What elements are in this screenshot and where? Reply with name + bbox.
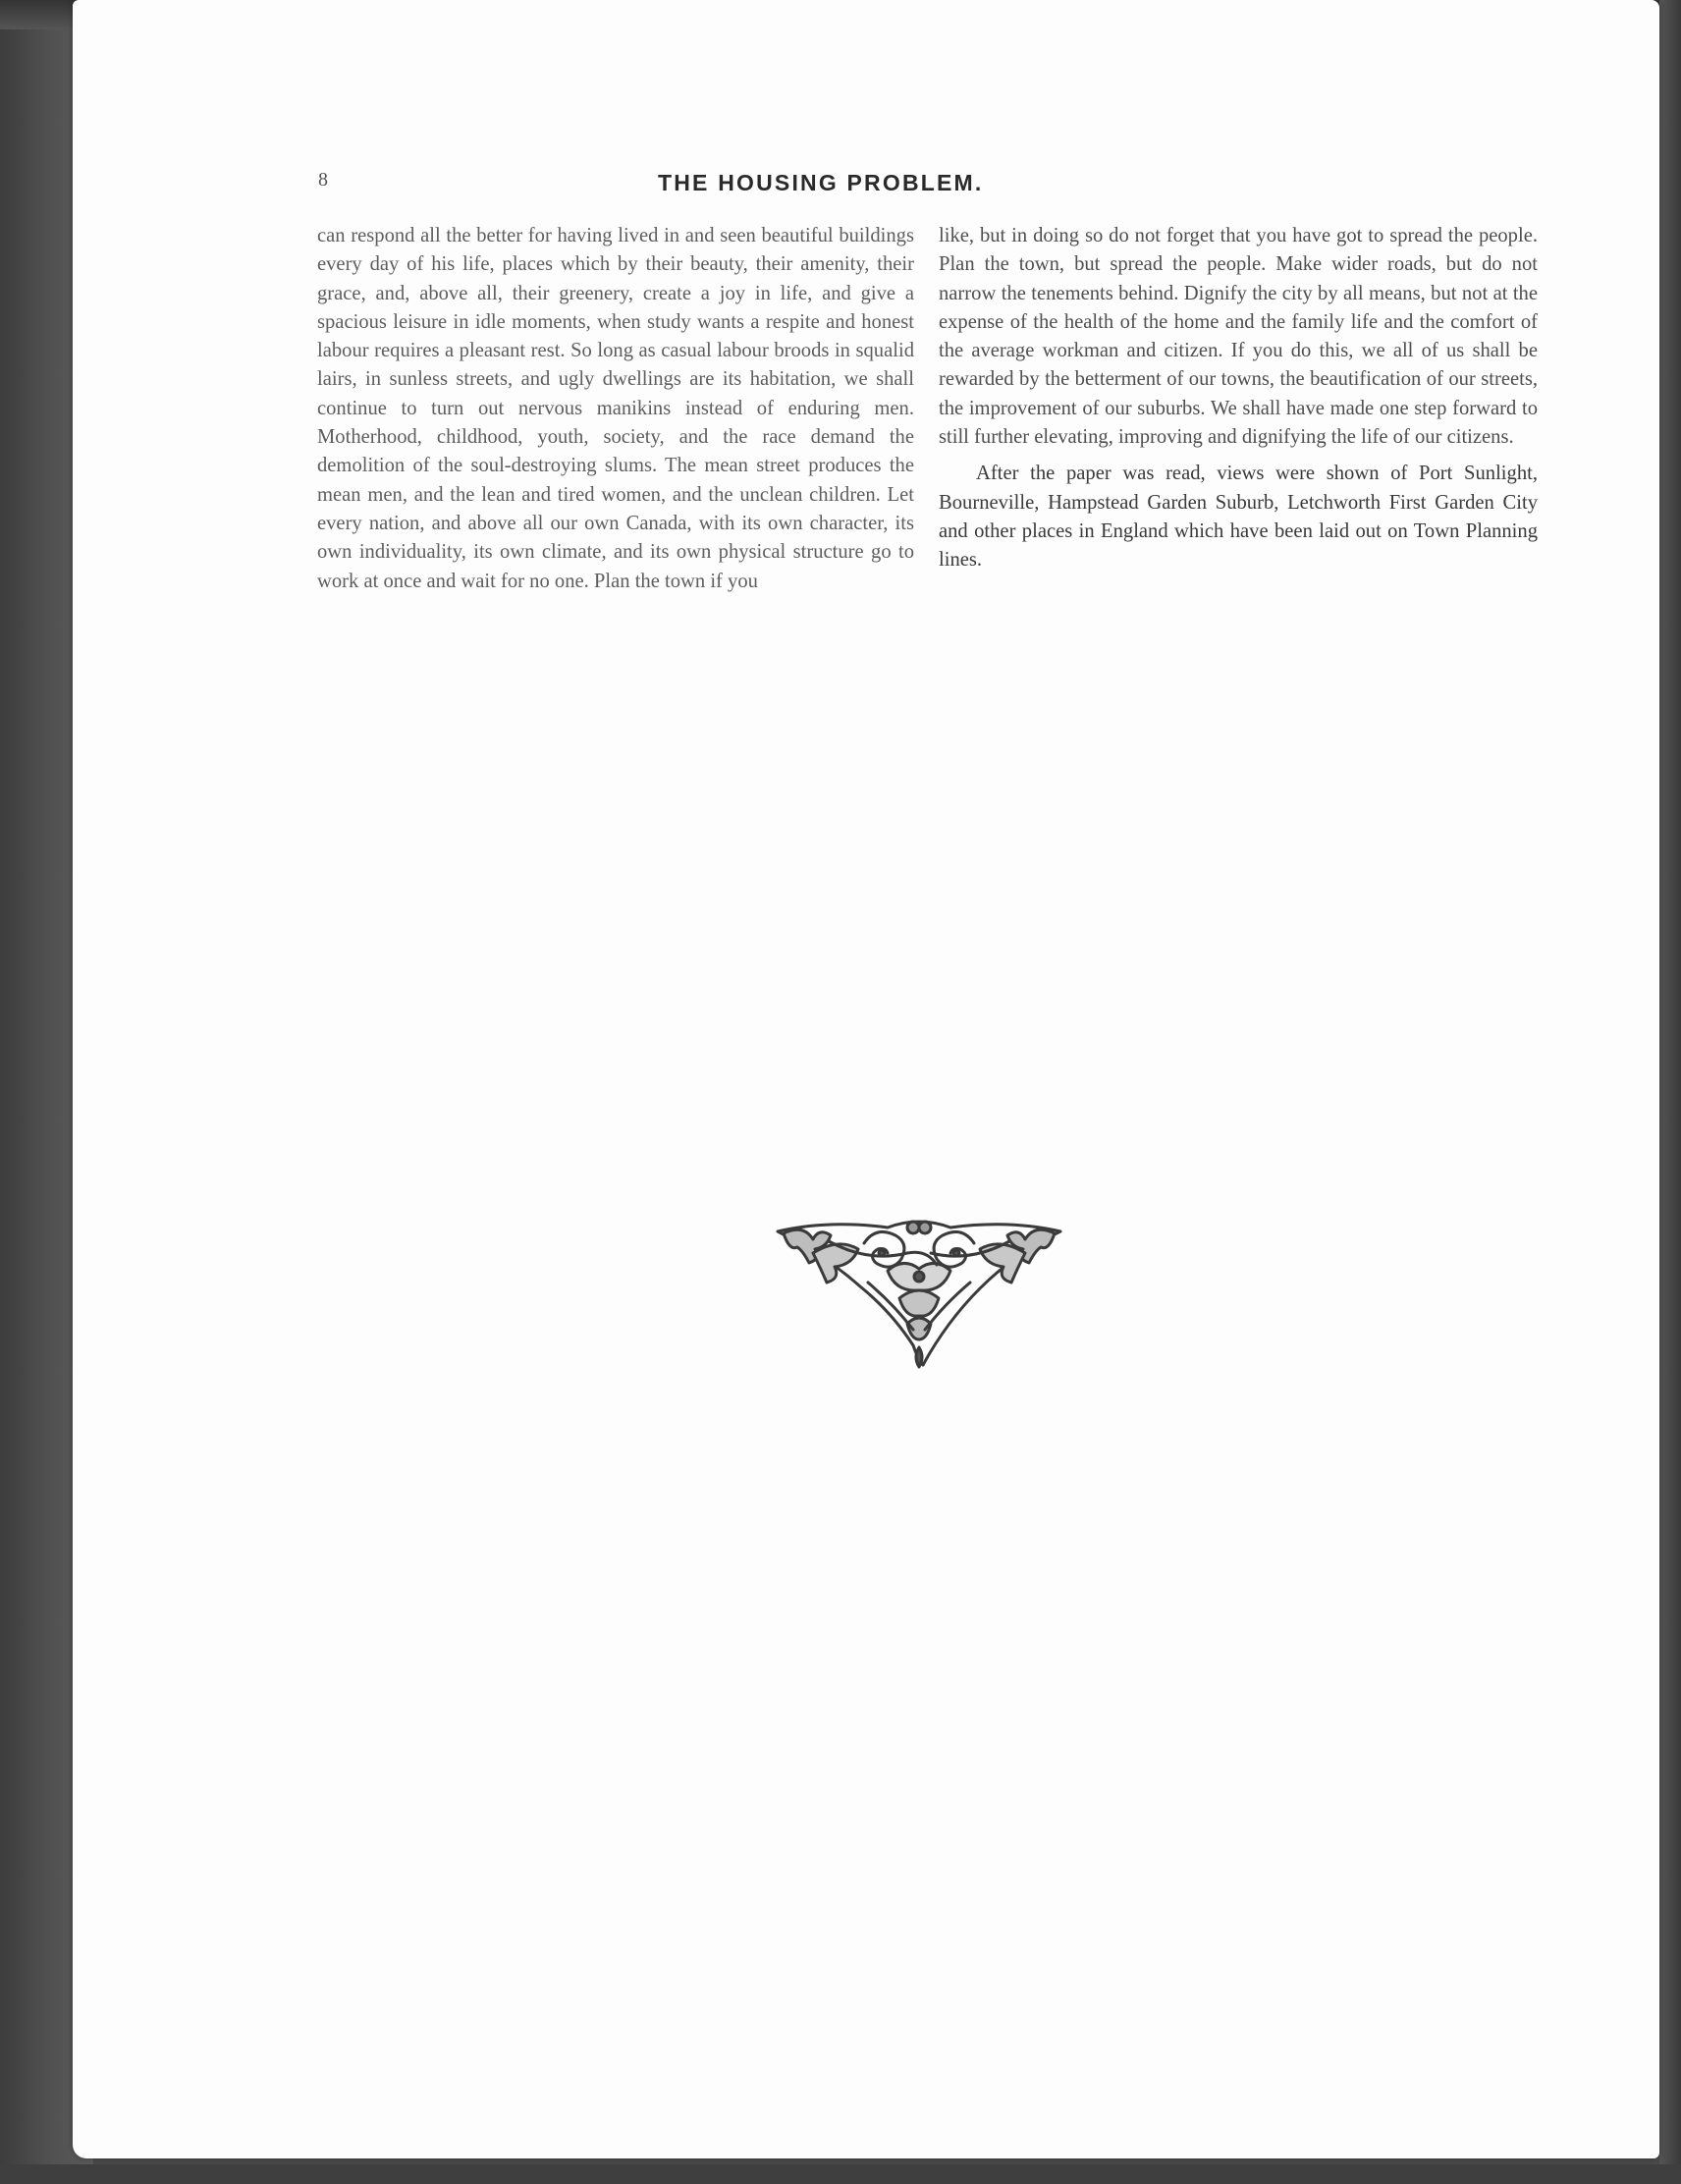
floral-tailpiece-ornament-icon <box>770 1214 1068 1373</box>
right-column-paragraph-1: like, but in doing so do not forget that you have got to spread the people. Plan the town, but spread the people. Make wider roads, but do not narrow the tenements behind. Dignify the city by all means, but not at the expense of the health of the home and the family life and the comfort of the average workman and citizen. If you do this, we all of us shall be rewarded by the betterment of our towns, the beautification of our streets, the improvement of our suburbs. We shall have made one step forward to still further elevating, improving and dignifying the life of our citizens. <box>939 225 1538 449</box>
left-column <box>317 222 914 596</box>
page-number: 8 <box>318 169 329 191</box>
scan-border-right <box>1659 0 1681 2184</box>
left-column-paragraph: can respond all the better for having lived in and seen beautiful buildings every day of his life, places which by their beauty, their amenity, their grace, and, above all, their greenery, create a joy in life, and give a spacious leisure in idle moments, when study wants a respite and honest labour requires a pleasant rest. So long as casual labour broods in squalid lairs, in sunless streets, and ugly dwellings are its habitation, we shall continue to turn out nervous manikins instead of enduring men. Motherhood, childhood, youth, society, and the race demand the demolition of the soul-destroying slums. The mean street produces the mean men, and the lean and tired women, and the unclean children. Let every nation, and above all our own Canada, with its own character, its own individuality, its own climate, and its own physical structure go to work at once and wait for no one. Plan the town if you <box>317 225 914 592</box>
scan-border-bottom <box>0 2164 1681 2184</box>
running-head-title: THE HOUSING PROBLEM. <box>658 170 984 195</box>
right-column-paragraph-2: After the paper was read, views were shown of Port Sunlight, Bourneville, Hampstead Garden Suburb, Letchworth First Garden City and other places in England which have been laid out on Town Planning lines. <box>939 463 1538 572</box>
right-column <box>939 222 1538 575</box>
